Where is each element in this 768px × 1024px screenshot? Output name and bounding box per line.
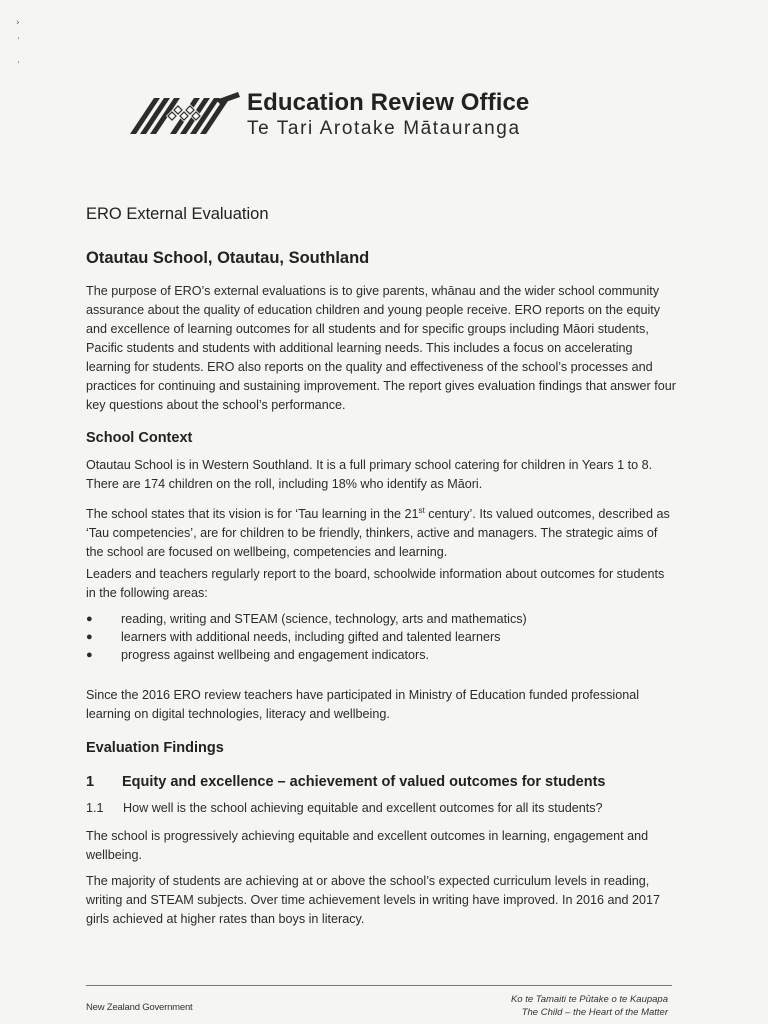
bullet-icon: ● [86,613,93,625]
bullet-icon: ● [86,631,93,643]
tagline-maori: Ko te Tamaiti te Pūtake o te Kaupapa [510,994,668,1005]
question-number: 1.1 [86,801,104,815]
section-number: 1 [86,774,95,790]
logo-subtitle: Te Tari Arotake Mātauranga [247,118,521,139]
logo-title: Education Review Office [247,89,530,116]
scan-mark: › [16,18,20,28]
context-paragraph-4: Since the 2016 ERO review teachers have participated in Ministry of Education funded professional learning on digital technologies, literacy and wellbeing. [86,688,640,721]
bullet-icon: ● [86,649,93,661]
vision-text-cont: century’. Its valued outcomes, described as ‘Tau competencies’, are for children to be friendly, thinkers, active and managers. The strategic aims of the school are focused on wellbeing, competencies and learning. [86,507,670,560]
footer-divider [86,985,672,986]
scan-mark: · [17,58,20,68]
section-heading [86,774,605,790]
section-title: Equity and excellence – achievement of valued outcomes for students [122,774,606,790]
context-paragraph-2 [86,501,676,562]
findings-paragraph-2: The majority of students are achieving at or above the school’s expected curriculum levels in reading, writing and STEAM subjects. Over time achievement levels in writing have improved. In 2016 and 2017 girls achieved at higher rates than boys in literacy. [86,874,660,926]
footer-tagline [511,993,668,1019]
page-title: ERO External Evaluation [86,205,269,223]
school-name: Otautau School, Otautau, Southland [86,249,370,267]
context-paragraph-3: Leaders and teachers regularly report to the board, schoolwide information about outcomes for students in the following areas: [86,567,665,600]
list-item-text: reading, writing and STEAM (science, technology, arts and mathematics) [121,612,527,626]
intro-paragraph: The purpose of ERO’s external evaluations is to give parents, whānau and the wider school community assurance about the quality of education children and young people receive. ERO reports on the equity and excellence of learning outcomes for all students and for specific groups including Māori students, Pacific students and students with additional learning needs. This includes a focus on accelerating learning for students. ERO also reports on the quality and effectiveness of the school’s processes and practices for continuing and sustaining improvement. The report gives evaluation findings that answer four key questions about the school’s performance. [86,284,676,412]
ero-logo-icon [130,88,242,136]
nz-government-logo: New Zealand Government [86,1002,193,1013]
scan-mark: · [17,34,20,44]
list-item [86,628,676,646]
list-item-text: learners with additional needs, including gifted and talented learners [121,630,501,644]
question-text: How well is the school achieving equitable and excellent outcomes for all its students? [123,801,603,815]
list-item [86,646,676,664]
ordinal-suffix: st [418,506,425,515]
list-item [86,610,676,628]
key-question [86,801,603,815]
vision-text: The school states that its vision is for ‘Tau learning in the 21 [86,507,419,522]
context-paragraph-1: Otautau School is in Western Southland. It is a full primary school catering for children in Years 1 to 8. There are 174 children on the roll, including 18% who identify as Māori. [86,458,653,491]
ero-logo [130,88,600,144]
school-context-heading: School Context [86,430,193,446]
findings-paragraph-1: The school is progressively achieving equitable and excellent outcomes in learning, engagement and wellbeing. [86,829,649,862]
evaluation-findings-heading: Evaluation Findings [86,740,224,756]
list-item-text: progress against wellbeing and engagement indicators. [121,648,430,662]
outcome-areas-list [86,610,676,664]
tagline-english: The Child – the Heart of the Matter [521,1007,668,1018]
